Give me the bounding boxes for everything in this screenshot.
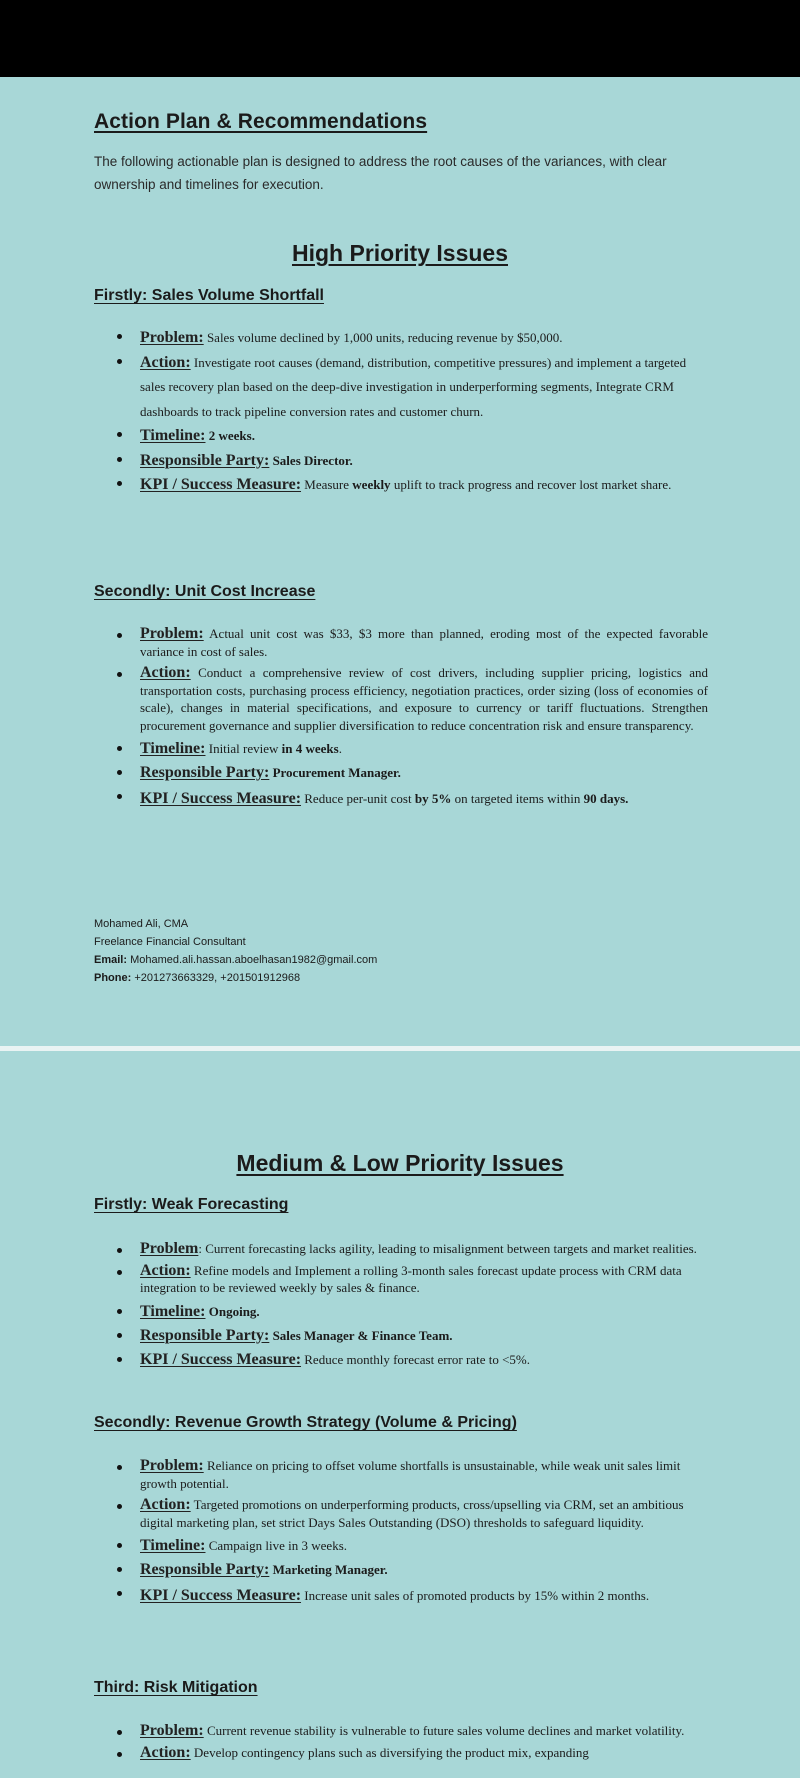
- list-item: [94, 1535, 708, 1557]
- item-text: Marketing Manager.: [269, 1562, 388, 1577]
- page-title: Action Plan & Recommendations: [94, 110, 428, 133]
- item-label: Action:: [140, 1261, 191, 1279]
- item-label: Problem:: [140, 1722, 204, 1739]
- section-heading-risk-mitigation: Third: Risk Mitigation: [94, 1679, 258, 1696]
- list-item: [94, 1325, 708, 1347]
- list-item: [94, 762, 708, 784]
- list-item: [94, 1722, 708, 1740]
- item-text: Develop contingency plans such as diversifying the product mix, expanding: [190, 1744, 589, 1760]
- item-label: Responsible Party:: [140, 451, 270, 469]
- item-text: : Current forecasting lacks agility, leading to misalignment between targets and market realities.: [198, 1241, 697, 1256]
- item-text: Reliance on pricing to offset volume shortfalls is unsustainable, while weak unit sales limit growth potential.: [140, 1458, 681, 1491]
- section-heading-unit-cost: Secondly: Unit Cost Increase: [94, 583, 316, 600]
- item-text: Initial review: [205, 741, 282, 756]
- top-status-bar: [0, 0, 800, 77]
- item-label: Responsible Party:: [140, 1326, 270, 1344]
- item-text: Measure: [301, 477, 353, 492]
- item-text: Sales volume declined by 1,000 units, reducing revenue by $50,000.: [203, 330, 563, 345]
- item-label: Timeline:: [140, 740, 206, 757]
- item-text: 2 weeks.: [205, 428, 255, 443]
- item-label: Timeline:: [140, 427, 206, 444]
- item-label: Responsible Party:: [140, 764, 270, 781]
- list-item: [94, 351, 708, 425]
- item-text: Ongoing.: [205, 1303, 260, 1319]
- signature-name: Mohamed Ali, CMA: [94, 918, 189, 930]
- item-label: Action:: [140, 664, 191, 681]
- item-label: Problem:: [140, 1457, 204, 1474]
- list-item: [94, 1240, 708, 1258]
- list-item: [94, 1262, 708, 1297]
- list-item: [94, 1301, 708, 1323]
- phone-label: Phone:: [94, 972, 132, 984]
- item-text: Sales Manager & Finance Team.: [269, 1327, 453, 1343]
- section-heading-revenue-growth: Secondly: Revenue Growth Strategy (Volume & Pricing): [94, 1414, 517, 1431]
- unit-cost-list: [94, 625, 708, 813]
- item-text: Reduce per-unit cost: [301, 791, 415, 806]
- high-priority-heading: High Priority Issues: [291, 240, 508, 266]
- section-heading-forecasting: Firstly: Weak Forecasting: [94, 1196, 289, 1213]
- section-heading-sales-volume: Firstly: Sales Volume Shortfall: [94, 287, 324, 304]
- list-item: [94, 786, 708, 811]
- item-text: Refine models and Implement a rolling 3-month sales forecast update process with CRM data integration to be reviewed weekly by sales & finance.: [140, 1262, 682, 1295]
- item-label: Timeline:: [140, 1302, 206, 1320]
- list-item: [94, 1559, 708, 1581]
- revenue-growth-list: [94, 1457, 708, 1610]
- item-text: Conduct a comprehensive review of cost drivers, including supplier pricing, logistics and transportation costs, purchasing process efficiency, negotiation practices, order sizing (loss of economies of scale), changes in material specifications, and exposure to currency or tariff fluctuations. Strengthen procurement governance and supplier diversification to reduce concentration risk and ensure transparency.: [140, 665, 708, 733]
- sales-volume-list: [94, 326, 708, 498]
- forecasting-list: [94, 1240, 708, 1373]
- list-item: [94, 473, 708, 498]
- item-text: Campaign live in 3 weeks.: [205, 1538, 348, 1553]
- item-label: KPI / Success Measure:: [140, 1350, 302, 1368]
- risk-mitigation-list: [94, 1722, 708, 1765]
- item-text: Reduce monthly forecast error rate to <5%.: [301, 1351, 530, 1367]
- item-text: Increase unit sales of promoted products by 15% within 2 months.: [301, 1588, 650, 1603]
- intro-paragraph: The following actionable plan is designed to address the root causes of the variances, with clear ownership and timelines for execution.: [94, 154, 667, 192]
- item-text: Actual unit cost was $33, $3 more than planned, eroding most of the expected favorable variance in cost of sales.: [140, 626, 708, 659]
- phone-value: +201273663329, +201501912968: [131, 972, 301, 984]
- item-label: Problem:: [140, 329, 204, 346]
- medium-low-priority-heading: Medium & Low Priority Issues: [236, 1150, 564, 1176]
- signature-email: [94, 951, 377, 969]
- email-value: Mohamed.ali.hassan.aboelhasan1982@gmail.com: [127, 954, 378, 966]
- item-text: Procurement Manager.: [269, 765, 401, 780]
- list-item: [94, 1496, 708, 1531]
- list-item: [94, 664, 708, 734]
- item-text: Sales Director.: [269, 452, 353, 468]
- list-item: [94, 1349, 708, 1371]
- signature-role: Freelance Financial Consultant: [94, 936, 246, 948]
- item-text-bold: weekly: [352, 477, 391, 492]
- list-item: [94, 424, 708, 449]
- item-text-bold: 90 days.: [583, 791, 629, 806]
- email-label: Email:: [94, 954, 128, 966]
- item-text: on targeted items within: [451, 791, 584, 806]
- document-page-2: [0, 1051, 800, 1778]
- document-page-1: [0, 77, 800, 1046]
- signature-phone: [94, 969, 377, 987]
- item-text: Targeted promotions on underperforming products, cross/upselling via CRM, set an ambitious digital marketing plan, set strict Days Sales Outstanding (DSO) thresholds to safeguard liquidity.: [140, 1497, 684, 1530]
- item-label: Responsible Party:: [140, 1561, 270, 1578]
- item-label: KPI / Success Measure:: [140, 1587, 302, 1604]
- item-label: KPI / Success Measure:: [140, 790, 302, 807]
- list-item: [94, 449, 708, 474]
- list-item: [94, 625, 708, 660]
- item-text: uplift to track progress and recover lost market share.: [390, 477, 672, 492]
- item-label: KPI / Success Measure:: [140, 476, 302, 493]
- item-text-bold: by 5%: [414, 791, 452, 806]
- item-text-bold: in 4 weeks: [281, 741, 339, 756]
- item-label: Timeline:: [140, 1537, 206, 1554]
- list-item: [94, 1744, 708, 1762]
- signature-block: [94, 915, 377, 987]
- item-label: Problem: [140, 1240, 199, 1257]
- list-item: [94, 1583, 708, 1608]
- item-label: Action:: [140, 353, 191, 371]
- item-label: Problem:: [140, 625, 204, 642]
- list-item: [94, 326, 708, 351]
- item-text: Current revenue stability is vulnerable to future sales volume declines and market volatility.: [203, 1723, 685, 1738]
- item-text: .: [338, 741, 342, 756]
- list-item: [94, 1457, 708, 1492]
- item-label: Action:: [140, 1743, 191, 1761]
- item-text: Investigate root causes (demand, distribution, competitive pressures) and implement a targeted sales recovery plan based on the deep-dive investigation in underperforming segments, Integrate CRM dashboards to track pipeline conversion rates and customer churn.: [140, 354, 687, 419]
- list-item: [94, 738, 708, 760]
- item-label: Action:: [140, 1496, 191, 1513]
